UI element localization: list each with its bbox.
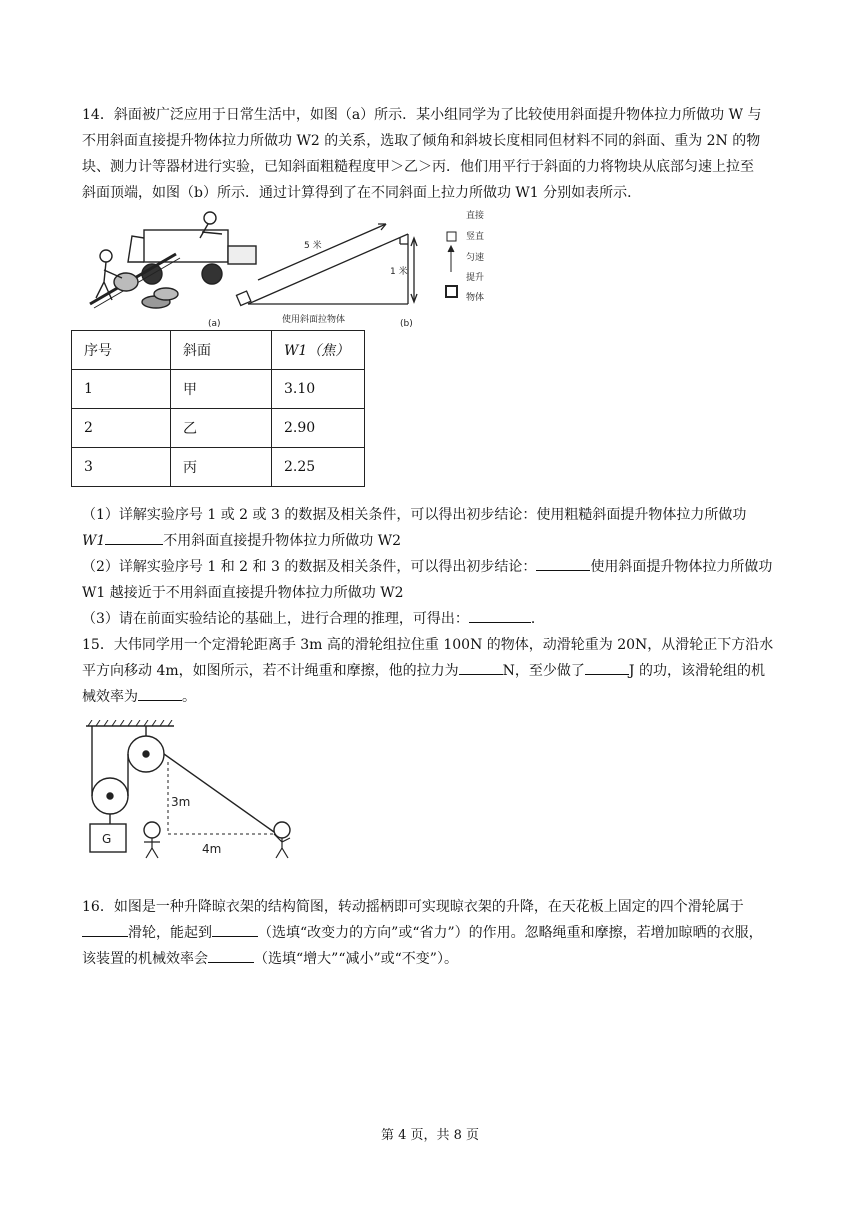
q14-sub3-head: （3）请在前面实验结论的基础上，进行合理的推理，可得出： [82, 611, 469, 627]
q15-line-3 [82, 684, 808, 710]
figure-b-caption: 使用斜面拉物体 [282, 315, 346, 325]
q16-line-2-b: （选填“改变力的方向”或“省力”）的作用。忽略绳重和摩擦，若增加晾晒的衣服， [258, 925, 763, 941]
q14-line-3: 块、测力计等器材进行实验，已知斜面粗糙程度甲＞乙＞丙．他们用平行于斜面的力将物块从底部匀速上拉至 [82, 159, 754, 175]
table-row [72, 448, 365, 487]
legend-char-1: 直接 [466, 211, 485, 221]
q16-text [82, 894, 808, 972]
q16-line-3 [82, 946, 808, 972]
table-cell: 乙 [171, 409, 272, 448]
figure-a-label: (a) [208, 319, 221, 329]
q14-line-2: 不用斜面直接提升物体拉力所做功 W2 的关系，选取了倾角和斜坡长度相同但材料不同的斜面、重为 2N 的物 [82, 133, 761, 149]
height-label: 1 米 [390, 267, 408, 277]
table-header-cell: 斜面 [171, 331, 272, 370]
q15-pulley-figure [82, 720, 304, 860]
q14-figure [82, 208, 502, 330]
q15-line-2-c: J 的功，该滑轮组的机 [628, 663, 765, 679]
q14-line-1: 14．斜面被广泛应用于日常生活中，如图（a）所示．某小组同学为了比较使用斜面提升物体拉力所做功 W 与 [82, 107, 762, 123]
person-start-icon [144, 822, 160, 838]
table-cell: 3.10 [272, 370, 365, 409]
q14-sub3-line [82, 606, 808, 632]
table-cell: 甲 [171, 370, 272, 409]
page-footer: 第 4 页，共 8 页 [380, 1128, 480, 1143]
q14-sub3-blank[interactable] [469, 608, 531, 623]
distance-4m-label: 4m [202, 842, 222, 856]
q14-sub2-blank[interactable] [536, 556, 590, 571]
table-cell: 1 [72, 370, 171, 409]
q14-sub1-tail: 不用斜面直接提升物体拉力所做功 W2 [163, 533, 402, 549]
q15-text [82, 632, 808, 710]
q14-sub2-tail: 使用斜面提升物体拉力所做功 [590, 559, 773, 575]
q15-line-2-b: N，至少做了 [502, 663, 585, 679]
figure-b-label: (b) [400, 319, 413, 329]
q14-sub1-w1: W1 [82, 533, 106, 549]
q15-line-1: 15．大伟同学用一个定滑轮距离手 3m 高的滑轮组拉住重 100N 的物体，动滑轮重为 20N，从滑轮正下方沿水 [82, 637, 774, 653]
q14-subquestions [82, 502, 808, 632]
q15-force-blank[interactable] [459, 660, 503, 675]
table-row [72, 370, 365, 409]
q14-data-table [71, 330, 365, 487]
table-cell: 丙 [171, 448, 272, 487]
table-header-cell: W1（焦） [272, 331, 365, 370]
q15-line-2-a: 平方向移动 4m，如图所示，若不计绳重和摩擦，他的拉力为 [82, 663, 459, 679]
q14-sub2-head: （2）详解实验序号 1 和 2 和 3 的数据及相关条件，可以得出初步结论： [82, 559, 537, 575]
legend-char-3: 匀速 [466, 253, 485, 263]
q16-efficiency-blank[interactable] [208, 948, 254, 963]
weight-label: G [102, 832, 112, 846]
table-cell: 2.25 [272, 448, 365, 487]
legend-char-4: 提升 [466, 273, 485, 283]
table-cell: 2.90 [272, 409, 365, 448]
legend-char-2: 竖直 [466, 232, 485, 242]
q16-line-3-a: 该装置的机械效率会 [82, 951, 208, 967]
truck-loading-illustration [90, 212, 256, 308]
q16-line-3-b: （选填“增大”“减小”或“不变”）。 [254, 951, 458, 967]
end-block-icon [446, 286, 457, 297]
q15-efficiency-blank[interactable] [138, 686, 182, 701]
table-header-cell: 序号 [72, 331, 171, 370]
q14-sub2-line-1 [82, 554, 808, 580]
q14-line-4: 斜面顶端，如图（b）所示．通过计算得到了在不同斜面上拉力所做功 W1 分别如表所示． [82, 185, 642, 201]
q15-line-3-a: 械效率为 [82, 689, 138, 705]
q14-sub3-tail: ． [530, 611, 545, 627]
table-cell: 3 [72, 448, 171, 487]
q16-pulley-type-blank[interactable] [82, 922, 128, 937]
q14-sub1-line-2 [82, 528, 808, 554]
q14-intro [82, 102, 808, 206]
q14-sub2-line-2: W1 越接近于不用斜面直接提升物体拉力所做功 W2 [82, 585, 404, 601]
q14-sub1-line-1: （1）详解实验序号 1 或 2 或 3 的数据及相关条件，可以得出初步结论：使用粗糙斜面提升物体拉力所做功 [82, 507, 747, 523]
q16-function-blank[interactable] [212, 922, 258, 937]
legend-char-5: 物体 [466, 293, 485, 303]
inclined-plane-diagram [236, 224, 417, 305]
table-row [72, 409, 365, 448]
ceiling-hatch [88, 720, 172, 726]
q16-line-2 [82, 920, 808, 946]
slope-length-label: 5 米 [304, 241, 322, 251]
height-3m-label: 3m [171, 795, 191, 809]
q16-line-2-a: 滑轮，能起到 [128, 925, 212, 941]
start-block-icon [447, 232, 456, 241]
q14-sub1-blank[interactable] [105, 530, 163, 545]
q15-line-2 [82, 658, 808, 684]
q15-line-3-b: 。 [182, 689, 196, 705]
q16-line-1: 16．如图是一种升降晾衣架的结构简图，转动摇柄即可实现晾衣架的升降，在天花板上固定的四个滑轮属于 [82, 899, 744, 915]
q15-work-blank[interactable] [585, 660, 629, 675]
table-header-row [72, 331, 365, 370]
table-cell: 2 [72, 409, 171, 448]
